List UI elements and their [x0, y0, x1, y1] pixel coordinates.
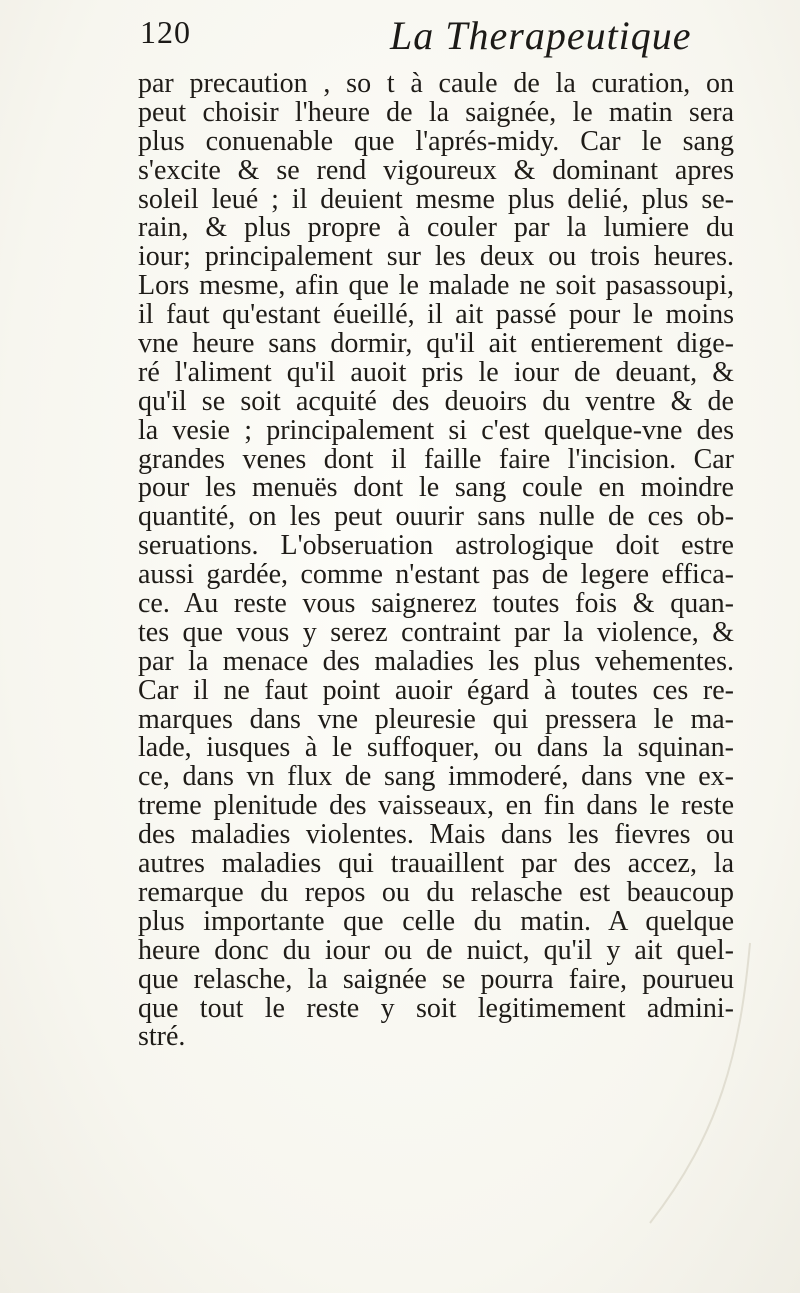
text-line: rain, & plus propre à couler par la lumiere du: [138, 214, 734, 244]
text-line: par la menace des maladies les plus vehementes.: [138, 647, 734, 677]
text-line: plus importante que celle du matin. A quelque: [138, 907, 734, 937]
text-line: ré l'aliment qu'il auoit pris le iour de deuant, &: [138, 358, 734, 388]
running-title: La Therapeutique: [390, 13, 692, 58]
text-line: peut choisir l'heure de la saignée, le matin sera: [138, 98, 734, 128]
text-line: autres maladies qui trauaillent par des accez, la: [138, 850, 734, 879]
text-line: des maladies violentes. Mais dans les fievres ou: [138, 821, 734, 851]
page-number: 120: [140, 14, 191, 50]
text-line: remarque du repos ou du relasche est beaucoup: [138, 878, 734, 908]
text-line: plus conuenable que l'aprés-midy. Car le sang: [138, 127, 734, 157]
text-line: treme plenitude des vaisseaux, en fin dans le reste: [138, 792, 734, 822]
text-line: que tout le reste y soit legitimement admini-: [138, 994, 734, 1024]
text-line: iour; principalement sur les deux ou trois heures.: [138, 243, 734, 273]
text-line: grandes venes dont il faille faire l'incision. Car: [138, 445, 734, 475]
text-line: Car il ne faut point auoir égard à toutes ces re-: [138, 676, 734, 706]
page-header: [140, 14, 700, 64]
body-text: [138, 70, 734, 1052]
text-line: heure donc du iour ou de nuict, qu'il y ait quel-: [138, 936, 734, 966]
text-line: vne heure sans dormir, qu'il ait entierement dige-: [138, 330, 734, 359]
text-line: qu'il se soit acquité des deuoirs du ventre & de: [138, 387, 734, 417]
text-line: aussi gardée, comme n'estant pas de legere effica-: [138, 561, 734, 591]
text-line: ce. Au reste vous saignerez toutes fois & quan-: [138, 590, 734, 619]
text-line: ce, dans vn flux de sang immoderé, dans vne ex-: [138, 763, 734, 793]
text-line: s'excite & se rend vigoureux & dominant apres: [138, 156, 734, 186]
text-line: tes que vous y serez contraint par la violence, &: [138, 618, 734, 648]
text-line: stré.: [138, 1023, 186, 1053]
text-line: il faut qu'estant éueillé, il ait passé pour le moins: [138, 301, 734, 331]
text-line: la vesie ; principalement si c'est quelque-vne des: [138, 416, 734, 446]
text-line: quantité, on les peut ouurir sans nulle de ces ob-: [138, 503, 734, 533]
page-curl-shadow: [640, 933, 760, 1233]
text-line: que relasche, la saignée se pourra faire, pourueu: [138, 965, 734, 995]
text-line: marques dans vne pleuresie qui pressera le ma-: [138, 705, 734, 735]
text-line: lade, iusques à le suffoquer, ou dans la squinan-: [138, 734, 734, 764]
text-line: soleil leué ; il deuient mesme plus delié, plus se-: [138, 185, 734, 215]
text-line: Lors mesme, afin que le malade ne soit pasassoupi,: [138, 272, 734, 302]
text-line: seruations. L'obseruation astrologique doit estre: [138, 532, 734, 562]
text-line: par precaution , so t à caule de la curation, on: [138, 70, 734, 99]
text-line: pour les menuës dont le sang coule en moindre: [138, 474, 734, 504]
